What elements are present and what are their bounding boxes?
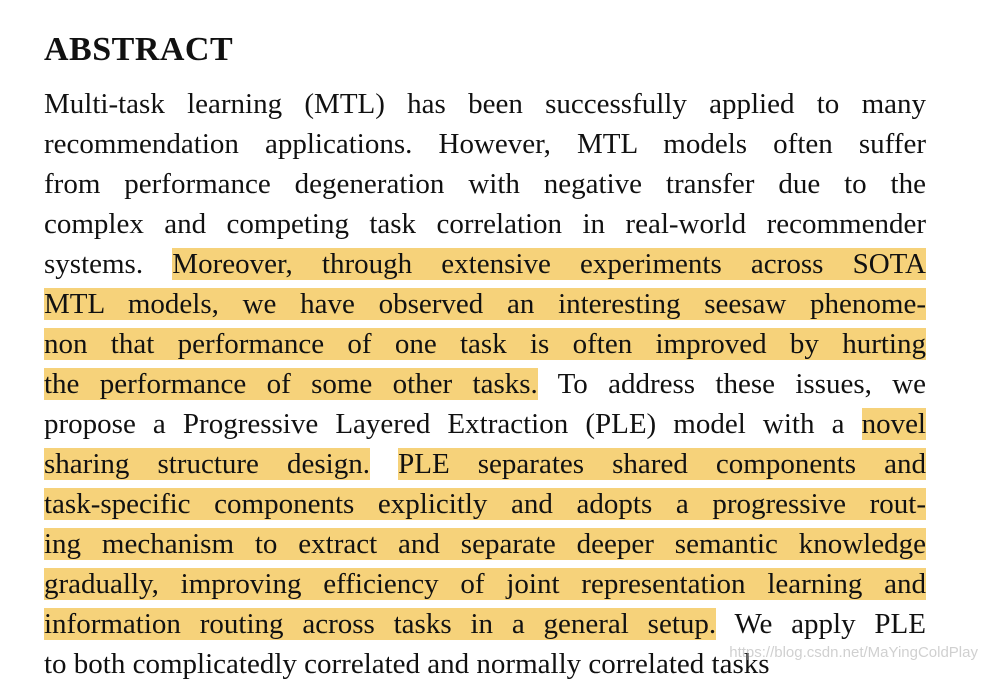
text-segment: recommendation applications. However, MTL models often suffer <box>44 128 926 160</box>
text-segment: Multi-task learning (MTL) has been successfully applied to many <box>44 88 926 120</box>
abstract-line <box>44 524 926 564</box>
watermark: https://blog.csdn.net/MaYingColdPlay <box>729 644 978 661</box>
highlighted-text: Moreover, through extensive experiments across SOTA <box>172 248 926 280</box>
text-segment: We apply PLE <box>716 608 926 640</box>
abstract-line <box>44 324 926 364</box>
abstract-line <box>44 604 926 644</box>
text-segment: To address these issues, we <box>537 368 927 400</box>
highlighted-text: MTL models, we have observed an interesting seesaw phenome- <box>44 288 926 320</box>
abstract-line <box>44 404 926 444</box>
abstract-line <box>44 564 926 604</box>
text-segment: systems. <box>44 248 173 280</box>
abstract-heading: ABSTRACT <box>44 31 234 68</box>
highlighted-text: the performance of some other tasks. <box>44 368 538 400</box>
abstract-line <box>44 444 926 484</box>
highlighted-text: information routing across tasks in a general setup. <box>44 608 717 640</box>
highlighted-text: non that performance of one task is often improved by hurting <box>44 328 926 360</box>
text-segment: to both complicatedly correlated and normally correlated tasks <box>44 648 770 680</box>
abstract-line <box>44 204 926 244</box>
abstract-line <box>44 164 926 204</box>
abstract-line <box>44 484 926 524</box>
highlighted-text: sharing structure design. <box>44 448 370 480</box>
abstract-line <box>44 244 926 284</box>
text-segment: propose a Progressive Layered Extraction (PLE) model with a <box>44 408 862 440</box>
highlighted-text: novel <box>861 408 926 440</box>
text-segment: from performance degeneration with negative transfer due to the <box>44 168 926 200</box>
text-segment <box>370 448 398 480</box>
highlighted-text: PLE separates shared components and <box>398 448 927 480</box>
highlighted-text: task-specific components explicitly and adopts a progressive rout- <box>44 488 926 520</box>
text-segment: complex and competing task correlation in real-world recommender <box>44 208 926 240</box>
abstract-line <box>44 84 926 124</box>
highlighted-text: gradually, improving efficiency of joint representation learning and <box>44 568 926 600</box>
abstract-line <box>44 284 926 324</box>
abstract-line <box>44 124 926 164</box>
highlighted-text: ing mechanism to extract and separate deeper semantic knowledge <box>44 528 926 560</box>
abstract-line <box>44 364 926 404</box>
